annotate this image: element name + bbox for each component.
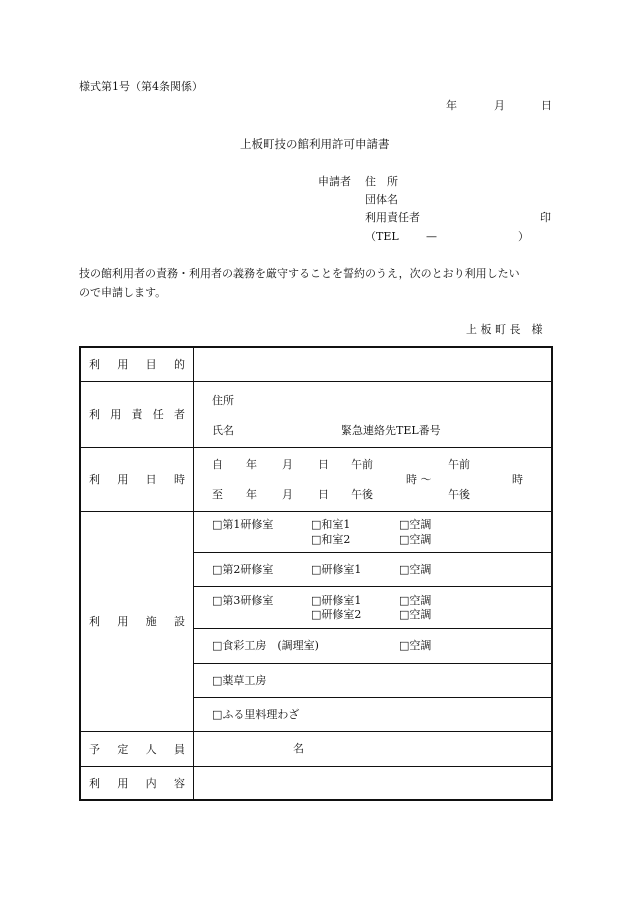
hour-tilde: 時 ～ <box>406 472 432 486</box>
people-unit: 名 <box>293 741 304 755</box>
lab3-room2-checkbox[interactable]: □研修室2 <box>311 607 362 621</box>
washitsu2-checkbox[interactable]: □和室2 <box>311 532 351 546</box>
lab2-room1-checkbox[interactable]: □研修室1 <box>311 562 362 576</box>
people-field[interactable] <box>194 731 553 766</box>
responsible-address: 住所 <box>212 393 234 407</box>
people-label: 予 定 人 員 <box>80 731 194 766</box>
from-am: 午前 <box>351 457 373 471</box>
applicant-group-label: 団体名 <box>365 193 398 206</box>
to-year: 年 <box>246 487 257 501</box>
lab1-aircon-1-checkbox[interactable]: □空調 <box>399 517 432 531</box>
kitchen-aircon-checkbox[interactable]: □空調 <box>399 638 432 652</box>
to-day: 日 <box>318 487 329 501</box>
application-table <box>79 346 553 801</box>
lab1-checkbox[interactable]: □第1研修室 <box>212 517 274 531</box>
kitchen-checkbox[interactable]: □食彩工房 (調理室) <box>212 638 319 652</box>
facility-lab1-row <box>194 512 551 553</box>
washitsu1-checkbox[interactable]: □和室1 <box>311 517 351 531</box>
herb-checkbox[interactable]: □薬草工房 <box>212 673 267 687</box>
seal-mark: 印 <box>540 211 551 224</box>
row-datetime <box>80 447 552 511</box>
lab2-checkbox[interactable]: □第2研修室 <box>212 562 274 576</box>
applicant-address-label: 住 所 <box>365 175 398 188</box>
to-pm: 午後 <box>448 487 470 501</box>
row-responsible <box>80 381 552 447</box>
facility-field <box>194 511 553 731</box>
date-month: 月 <box>494 99 505 112</box>
from-label: 自 <box>212 457 223 471</box>
tel-close: ） <box>518 230 529 243</box>
addressee: 上 板 町 長 様 <box>466 323 543 336</box>
lab3-checkbox[interactable]: □第3研修室 <box>212 593 274 607</box>
pledge-line-1: 技の館利用者の責務・利用者の義務を厳守することを誓約のうえ，次のとおり利用したい <box>79 267 520 280</box>
responsible-label: 利 用 責 任 者 <box>80 381 194 447</box>
emergency-tel-label: 緊急連絡先TEL番号 <box>341 423 441 437</box>
facility-lab3-row <box>194 587 551 629</box>
facility-label: 利 用 施 設 <box>80 511 194 731</box>
content-field[interactable] <box>194 766 553 800</box>
hour-label: 時 <box>512 472 523 486</box>
pledge-line-2: ので申請します。 <box>79 286 167 299</box>
row-people <box>80 731 552 766</box>
facility-kitchen-row <box>194 629 551 664</box>
date-year: 年 <box>446 99 457 112</box>
to-label: 至 <box>212 487 223 501</box>
purpose-label: 利 用 目 的 <box>80 347 194 381</box>
lab3-aircon-2-checkbox[interactable]: □空調 <box>399 607 432 621</box>
content-label: 利 用 内 容 <box>80 766 194 800</box>
to-am: 午前 <box>448 457 470 471</box>
tel-dash: — <box>426 230 437 243</box>
row-content <box>80 766 552 800</box>
lab1-aircon-2-checkbox[interactable]: □空調 <box>399 532 432 546</box>
applicant-responsible-label: 利用責任者 <box>365 211 420 224</box>
tel-open: （TEL <box>365 230 399 243</box>
datetime-field[interactable] <box>194 447 553 511</box>
facility-cooking-row <box>194 698 551 731</box>
applicant-label: 申請者 <box>318 175 351 188</box>
lab3-room1-checkbox[interactable]: □研修室1 <box>311 593 362 607</box>
cooking-checkbox[interactable]: □ふる里料理わざ <box>212 707 300 721</box>
row-facility <box>80 511 552 731</box>
datetime-label: 利 用 日 時 <box>80 447 194 511</box>
lab2-aircon-checkbox[interactable]: □空調 <box>399 562 432 576</box>
responsible-name: 氏名 <box>212 423 234 437</box>
responsible-field[interactable] <box>194 381 553 447</box>
facility-lab2-row <box>194 553 551 587</box>
lab3-aircon-1-checkbox[interactable]: □空調 <box>399 593 432 607</box>
form-number: 様式第1号（第4条関係） <box>79 80 203 93</box>
from-year: 年 <box>246 457 257 471</box>
purpose-field[interactable] <box>194 347 553 381</box>
to-month: 月 <box>282 487 293 501</box>
row-purpose <box>80 347 552 381</box>
facility-herb-row <box>194 664 551 698</box>
document-title: 上板町技の館利用許可申請書 <box>240 137 390 151</box>
from-day: 日 <box>318 457 329 471</box>
from-month: 月 <box>282 457 293 471</box>
date-day: 日 <box>541 99 552 112</box>
from-pm: 午後 <box>351 487 373 501</box>
